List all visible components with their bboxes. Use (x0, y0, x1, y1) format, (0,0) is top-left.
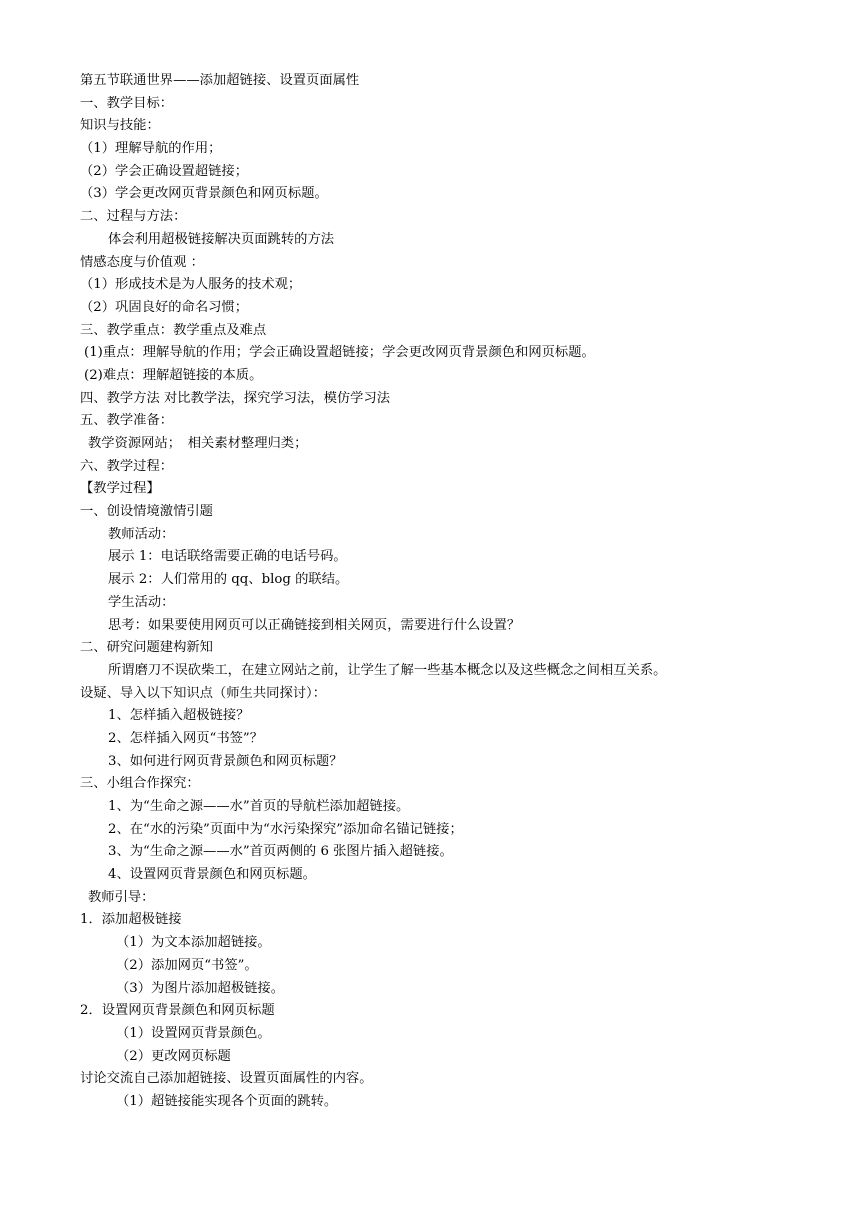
document-line: 4、设置网页背景颜色和网页标题。 (108, 867, 316, 883)
document-line: 学生活动： (108, 594, 175, 610)
document-line: （2）巩固良好的命名习惯； (80, 299, 249, 315)
document-line: 【教学过程】 (80, 481, 160, 497)
document-line: 思考：如果要使用网页可以正确链接到相关网页，需要进行什么设置？ (108, 617, 521, 633)
document-line: 3、如何进行网页背景颜色和网页标题？ (108, 753, 343, 769)
document-line: (1)重点：理解导航的作用；学会正确设置超链接；学会更改网页背景颜色和网页标题。 (84, 345, 595, 361)
document-line: 教师引导： (88, 889, 155, 905)
document-title: 第五节联通世界——添加超链接、设置页面属性 (80, 73, 360, 88)
document-line: （1）设置网页背景颜色。 (116, 1025, 271, 1041)
document-line: 所谓磨刀不误砍柴工，在建立网站之前，让学生了解一些基本概念以及这些概念之间相互关系。 (108, 662, 667, 678)
document-line: 2、怎样插入网页“书签”？ (108, 730, 264, 746)
document-line: 1、为“生命之源——水”首页的导航栏添加超链接。 (108, 799, 410, 814)
document-line: 二、过程与方法： (80, 209, 187, 225)
document-line: 教师活动： (108, 526, 175, 542)
document-line: （3）为图片添加超极链接。 (116, 980, 285, 996)
document-line: 情感态度与价值观 ： (80, 254, 204, 270)
document-body (80, 70, 800, 1114)
document-line: 设疑、导入以下知识点（师生共同探讨）： (80, 685, 326, 701)
document-line: 展示 2：人们常用的 qq、blog 的联结。 (108, 572, 349, 588)
document-line: （2）添加网页“书签”。 (116, 957, 258, 973)
document-line: 三、教学重点：教学重点及难点 (80, 322, 267, 338)
document-line: 六、教学过程： (80, 458, 174, 474)
document-line: （1）为文本添加超链接。 (116, 935, 271, 951)
document-line: 展示 1：电话联络需要正确的电话号码。 (108, 549, 347, 565)
document-line: 知识与技能： (80, 118, 160, 134)
document-line: （3）学会更改网页背景颜色和网页标题。 (80, 186, 328, 202)
document-line: 一、创设情境激情引题 (80, 504, 213, 520)
document-line: 教学资源网站； 相关素材整理归类； (88, 436, 308, 451)
document-line: 二、研究问题建构新知 (80, 640, 213, 656)
document-line: 讨论交流自己添加超链接、设置页面属性的内容。 (80, 1071, 373, 1087)
document-line: 四、教学方法 对比教学法，探究学习法，模仿学习法 (80, 390, 391, 406)
document-line: 五、教学准备： (80, 413, 174, 429)
document-line: 1．添加超极链接 (80, 912, 182, 928)
document-line: 3、为“生命之源——水”首页两侧的 6 张图片插入超链接。 (108, 844, 453, 860)
document-line: 1、怎样插入超极链接？ (108, 708, 250, 724)
document-line: （1）超链接能实现各个页面的跳转。 (116, 1093, 338, 1109)
document-line: （1）形成技术是为人服务的技术观； (80, 277, 302, 293)
document-line: （2）学会正确设置超链接； (80, 163, 249, 179)
document-line: 三、小组合作探究： (80, 776, 200, 792)
document-line: 2、在“水的污染”页面中为“水污染探究”添加命名锚记链接； (108, 821, 463, 837)
document-line: 一、教学目标： (80, 95, 174, 111)
document-line: （1）理解导航的作用； (80, 141, 222, 157)
document-line: (2)难点：理解超链接的本质。 (84, 367, 263, 383)
document-line: 2．设置网页背景颜色和网页标题 (80, 1003, 275, 1019)
document-line: （2）更改网页标题 (116, 1048, 231, 1064)
document-line: 体会利用超极链接解决页面跳转的方法 (108, 231, 335, 247)
